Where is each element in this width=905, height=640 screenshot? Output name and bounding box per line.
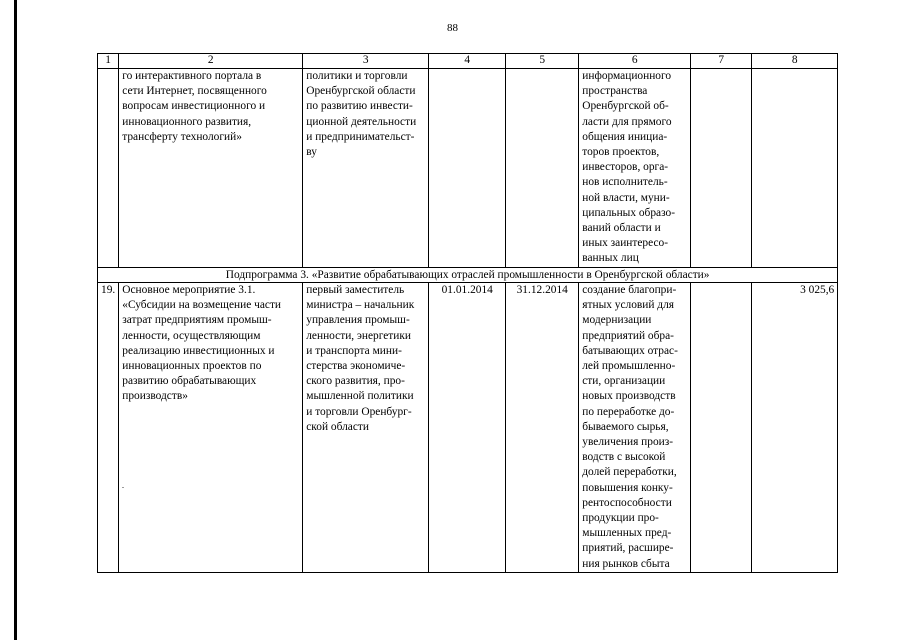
continuation-end-cell: [506, 69, 579, 268]
text-line: увеличения произ-: [582, 436, 674, 449]
column-header-4: 4: [429, 54, 506, 69]
continuation-result-cell: [579, 69, 691, 268]
text-line: затрат предприятиям промыш-: [122, 314, 272, 327]
text-line: по переработке до-: [582, 405, 675, 418]
column-header-8: 8: [752, 54, 838, 69]
text-line: лей промышленно-: [582, 360, 676, 373]
subprogram-title: Подпрограмма 3. «Развитие обрабатывающих отраслей промышленности в Оренбургской области»: [98, 268, 838, 283]
column-header-6: 6: [579, 54, 691, 69]
text-line: ву: [306, 146, 317, 159]
text-line: ятных условий для: [582, 299, 675, 312]
text-line: стерства экономиче-: [306, 360, 406, 373]
text-line: управления промыш-: [306, 314, 410, 327]
page-number: 88: [447, 22, 458, 34]
text-line: первый заместитель: [306, 284, 405, 296]
text-line: производств»: [122, 390, 188, 403]
text-line: Оренбургской об-: [582, 100, 669, 113]
text-line: Оренбургской области: [306, 85, 416, 98]
text-line: ской области: [306, 420, 369, 433]
text-line: иных заинтересо-: [582, 237, 668, 250]
text-line: Основное мероприятие 3.1.: [122, 284, 256, 296]
column-header-5: 5: [506, 54, 579, 69]
column-header-1: 1: [98, 54, 119, 69]
text-line: ципальных образо-: [582, 206, 676, 219]
continuation-responsible-cell: [303, 69, 429, 268]
expected-result-cell: [579, 283, 691, 573]
text-line: предприятий обра-: [582, 329, 674, 342]
text-line: развитию обрабатывающих: [122, 375, 257, 388]
text-line: мышленной политики: [306, 390, 414, 403]
text-line: ваний области и: [582, 222, 661, 235]
text-line: информационного: [582, 70, 672, 82]
text-line: инновационного развития,: [122, 115, 252, 128]
text-line: продукции про-: [582, 512, 659, 525]
text-line: водств с высокой: [582, 451, 666, 464]
text-line: вопросам инвестиционного и: [122, 100, 266, 113]
text-line: общения инициа-: [582, 130, 668, 143]
column-header-3: 3: [303, 54, 429, 69]
text-line: ванных лиц: [582, 252, 639, 265]
text-line: инвесторов, орга-: [582, 161, 669, 174]
column-header-7: 7: [691, 54, 752, 69]
activity-description-cell: [119, 283, 303, 573]
column-header-2: 2: [119, 54, 303, 69]
text-line: ленности, осуществляющим: [122, 329, 261, 342]
continuation-row: [98, 69, 838, 268]
table-row: [98, 283, 838, 573]
text-line: повышения конку-: [582, 481, 673, 494]
text-line: инновационных проектов по: [122, 360, 262, 373]
text-line: создание благопри-: [582, 284, 677, 296]
continuation-number-cell: [98, 69, 119, 268]
start-date-cell: 01.01.2014: [429, 283, 506, 573]
subprogram-row: [98, 268, 838, 283]
text-line: ского развития, про-: [306, 375, 405, 388]
text-line: бываемого сырья,: [582, 420, 669, 433]
text-line: и транспорта мини-: [306, 344, 402, 357]
text-line: сти, организации: [582, 375, 666, 388]
text-line: го интерактивного портала в: [122, 70, 262, 82]
text-line: новых производств: [582, 390, 676, 403]
continuation-amount-cell: [752, 69, 838, 268]
text-line: «Субсидии на возмещение части: [122, 299, 282, 312]
text-line: ционной деятельности: [306, 115, 417, 128]
text-line: реализацию инвестиционных и: [122, 344, 275, 357]
end-date-cell: 31.12.2014: [506, 283, 579, 573]
text-line: мышленных пред-: [582, 527, 672, 540]
text-line: долей переработки,: [582, 466, 677, 479]
continuation-description-cell: [119, 69, 303, 268]
text-line: пространства: [582, 85, 648, 98]
continuation-start-cell: [429, 69, 506, 268]
text-line: ленности, энергетики: [306, 329, 412, 342]
row-number: 19.: [98, 283, 119, 573]
text-line: приятий, расшире-: [582, 542, 674, 555]
text-line: ласти для прямого: [582, 115, 672, 128]
text-line: ния рынков сбыта: [582, 557, 670, 570]
text-line: батывающих отрас-: [582, 344, 678, 357]
text-line: политики и торговли: [306, 70, 408, 82]
text-line: и предпринимательст-: [306, 130, 415, 143]
text-line: и торговли Оренбург-: [306, 405, 412, 418]
text-line: сети Интернет, посвященного: [122, 85, 267, 98]
document-table: [97, 53, 838, 573]
text-line: нов исполнитель-: [582, 176, 668, 189]
col7-cell: [691, 283, 752, 573]
text-line: трансферту технологий»: [122, 130, 242, 143]
text-line: ной власти, муни-: [582, 191, 670, 204]
text-line: торов проектов,: [582, 146, 660, 159]
text-line: рентоспособности: [582, 496, 672, 509]
text-line: министра – начальник: [306, 299, 415, 312]
amount-cell: 3 025,6: [752, 283, 838, 573]
page-edge-bar: [14, 0, 17, 640]
text-line: модернизации: [582, 314, 652, 327]
continuation-col7-cell: [691, 69, 752, 268]
responsible-executor-cell: [303, 283, 429, 573]
text-line: по развитию инвести-: [306, 100, 413, 113]
table-header-row: [98, 54, 838, 69]
